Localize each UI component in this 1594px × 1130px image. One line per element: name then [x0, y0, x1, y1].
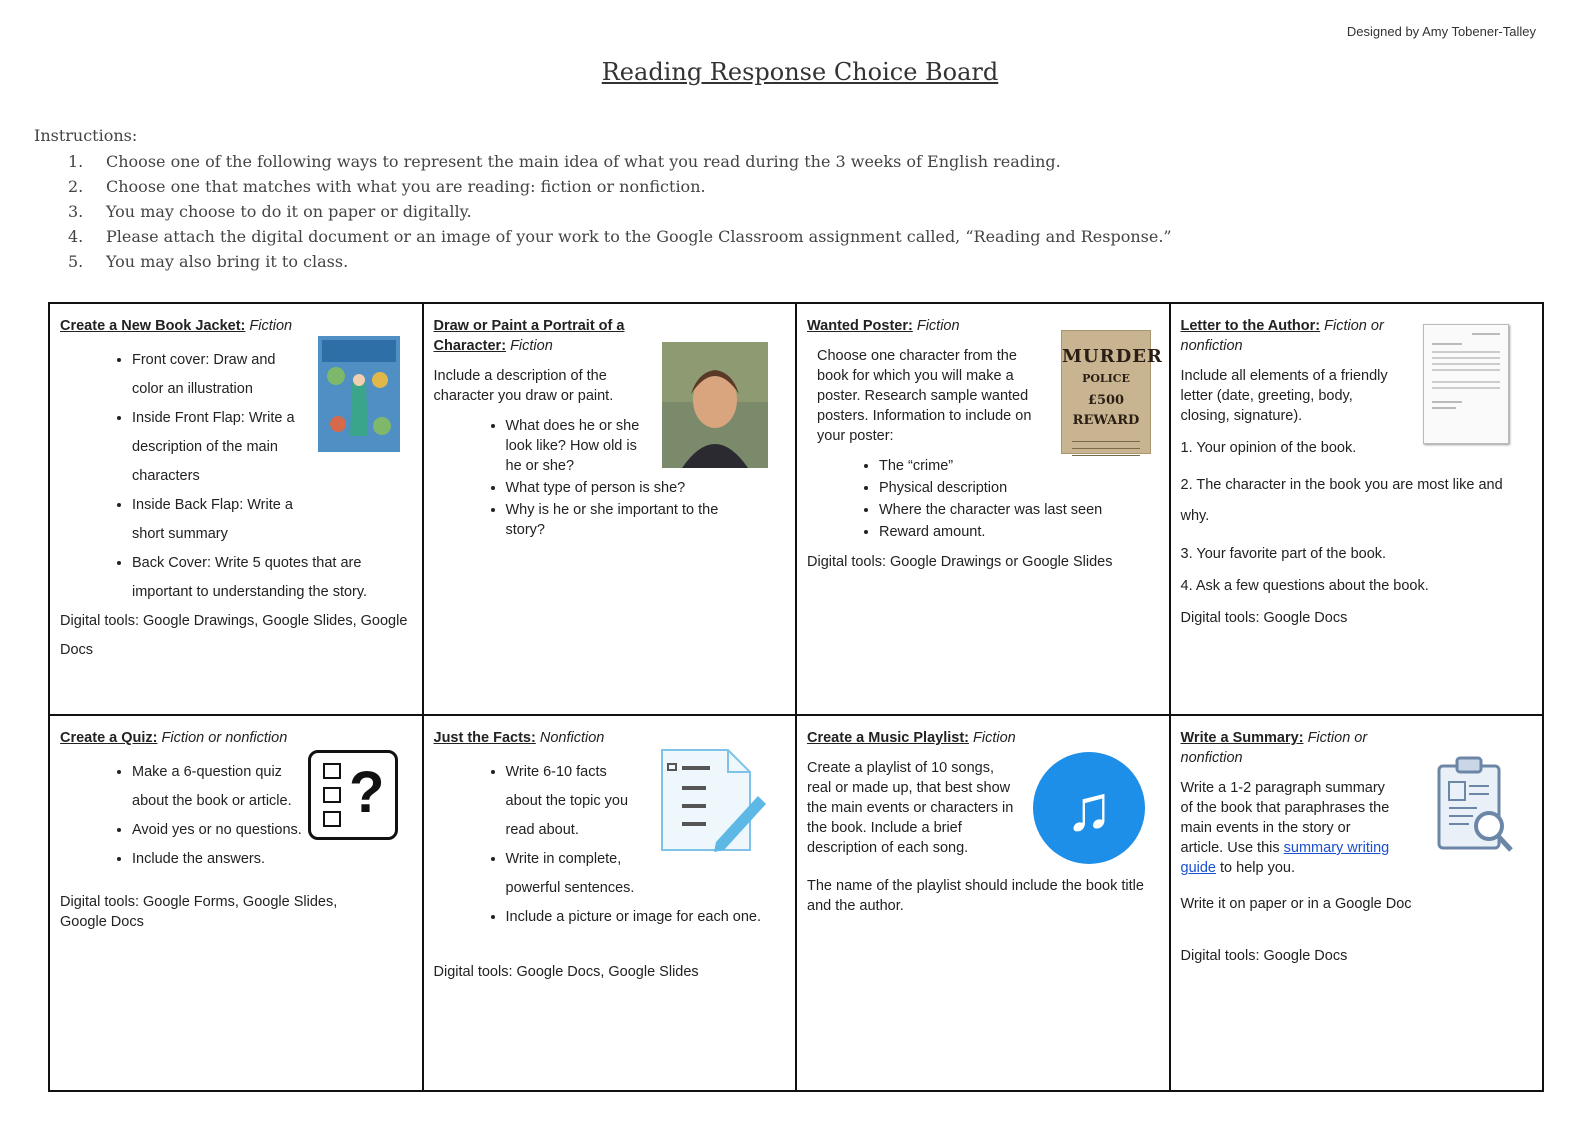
instruction-item: 3. You may choose to do it on paper or digitally. [68, 202, 472, 221]
playlist-note: The name of the playlist should include the book title and the author. [807, 878, 1144, 914]
cell-facts [423, 715, 797, 1091]
list-item: • What does he or she look like? How old is he or she? [506, 416, 641, 476]
letter-image [1423, 324, 1509, 444]
instructions-list [34, 149, 1172, 274]
digital-tools: Digital tools: Google Drawings or Google Slides [807, 554, 1113, 570]
page-title: Reading Response Choice Board [601, 58, 999, 86]
list-item: • Front cover: Draw and color an illustration [132, 346, 310, 404]
list-item: • Physical description [879, 478, 1159, 498]
list-item: • Back Cover: Write 5 quotes that are important to understanding the story. [132, 549, 412, 607]
clipboard-search-icon [1429, 750, 1519, 860]
cell-intro: Choose one character from the book for which you will make a poster. Research sample wanted posters. Information to include on your poster: [817, 348, 1032, 444]
cell-title: Draw or Paint a Portrait of a Character: Fiction [433, 318, 625, 354]
cell-title: Write a Summary: Fiction or nonfiction [1180, 730, 1368, 766]
letter-point: 1. Your opinion of the book. [1180, 440, 1357, 456]
instructions [34, 126, 1172, 274]
cell-title: Create a New Book Jacket: Fiction [60, 318, 293, 334]
cell-intro: Create a playlist of 10 songs, real or made up, that best show the main events or characters in the book. Include a brief description of each song. [807, 760, 1014, 856]
list-item: • Inside Back Flap: Write a short summary [132, 491, 310, 549]
summary-guide-link[interactable]: summary writing guide [1180, 840, 1390, 876]
bullet-list [60, 346, 368, 607]
book-cover-image [318, 336, 400, 452]
cell-quiz [49, 715, 423, 1091]
list-item: • Include a picture or image for each one. [506, 903, 786, 932]
cell-summary [1170, 715, 1544, 1091]
list-item: • The “crime” [879, 456, 1159, 476]
list-item: • Where the character was last seen [879, 500, 1159, 520]
list-item: • Reward amount. [879, 522, 1159, 542]
digital-tools: Digital tools: Google Forms, Google Slides, Google Docs [60, 894, 338, 930]
instruction-item: 5. You may also bring it to class. [68, 252, 349, 271]
cell-playlist [796, 715, 1170, 1091]
instruction-item: 1. Choose one of the following ways to represent the main idea of what you read during the 3 weeks of English reading. [68, 152, 1061, 171]
digital-tools: Digital tools: Google Drawings, Google Slides, Google Docs [60, 613, 408, 658]
digital-tools: Digital tools: Google Docs, Google Slides [433, 964, 699, 980]
letter-point: 4. Ask a few questions about the book. [1180, 578, 1429, 594]
cell-title: Create a Quiz: Fiction or nonfiction [60, 730, 288, 746]
notes-icon [658, 746, 768, 856]
designer-credit: Designed by Amy Tobener-Talley [1346, 24, 1536, 39]
instruction-item: 2. Choose one that matches with what you are reading: fiction or nonfiction. [68, 177, 706, 196]
cell-title: Letter to the Author: Fiction or nonfiction [1180, 318, 1384, 354]
letter-point: 3. Your favorite part of the book. [1180, 546, 1387, 562]
cell-book-jacket [49, 303, 423, 715]
list-item: • Why is he or she important to the story? [506, 500, 754, 540]
cell-wanted-poster [796, 303, 1170, 715]
list-item: • What type of person is she? [506, 478, 754, 498]
list-item: • Avoid yes or no questions. [132, 816, 310, 845]
cell-intro: Write a 1-2 paragraph summary of the book that paraphrases the main events in the story or article. Use this summary writing guide to help you. [1180, 780, 1390, 876]
cell-title: Create a Music Playlist: Fiction [807, 730, 1016, 746]
digital-tools: Digital tools: Google Docs [1180, 948, 1348, 964]
cell-letter [1170, 303, 1544, 715]
list-item: • Write in complete, powerful sentences. [506, 845, 646, 903]
bullet-list [807, 456, 1159, 542]
letter-point: 2. The character in the book you are most like and why. [1180, 477, 1503, 524]
portrait-image [662, 342, 768, 468]
summary-paper: Write it on paper or in a Google Doc [1180, 896, 1412, 912]
cell-intro: Include all elements of a friendly letter (date, greeting, body, closing, signature). [1180, 368, 1388, 424]
cell-portrait [423, 303, 797, 715]
bullet-list [60, 758, 310, 874]
list-item: • Make a 6-question quiz about the book or article. [132, 758, 310, 816]
list-item: • Write 6-10 facts about the topic you read about. [506, 758, 646, 845]
instruction-item: 4. Please attach the digital document or an image of your work to the Google Classroom assignment called, “Reading and Response.” [68, 227, 1172, 246]
choice-board [48, 302, 1544, 1092]
cell-title: Wanted Poster: Fiction [807, 318, 960, 334]
instructions-heading: Instructions: [34, 126, 138, 145]
list-item: • Inside Front Flap: Write a description of the main characters [132, 404, 310, 491]
quiz-icon [308, 750, 398, 840]
digital-tools: Digital tools: Google Docs [1180, 610, 1348, 626]
wanted-poster-image: MURDER POLICE £500 REWARD [1061, 330, 1151, 454]
music-note-icon: ♫ [1033, 752, 1145, 864]
question-mark-icon: ? [349, 760, 385, 825]
cell-title: Just the Facts: Nonfiction [433, 730, 605, 746]
cell-intro: Include a description of the character you draw or paint. [433, 368, 614, 404]
list-item: • Include the answers. [132, 845, 310, 874]
